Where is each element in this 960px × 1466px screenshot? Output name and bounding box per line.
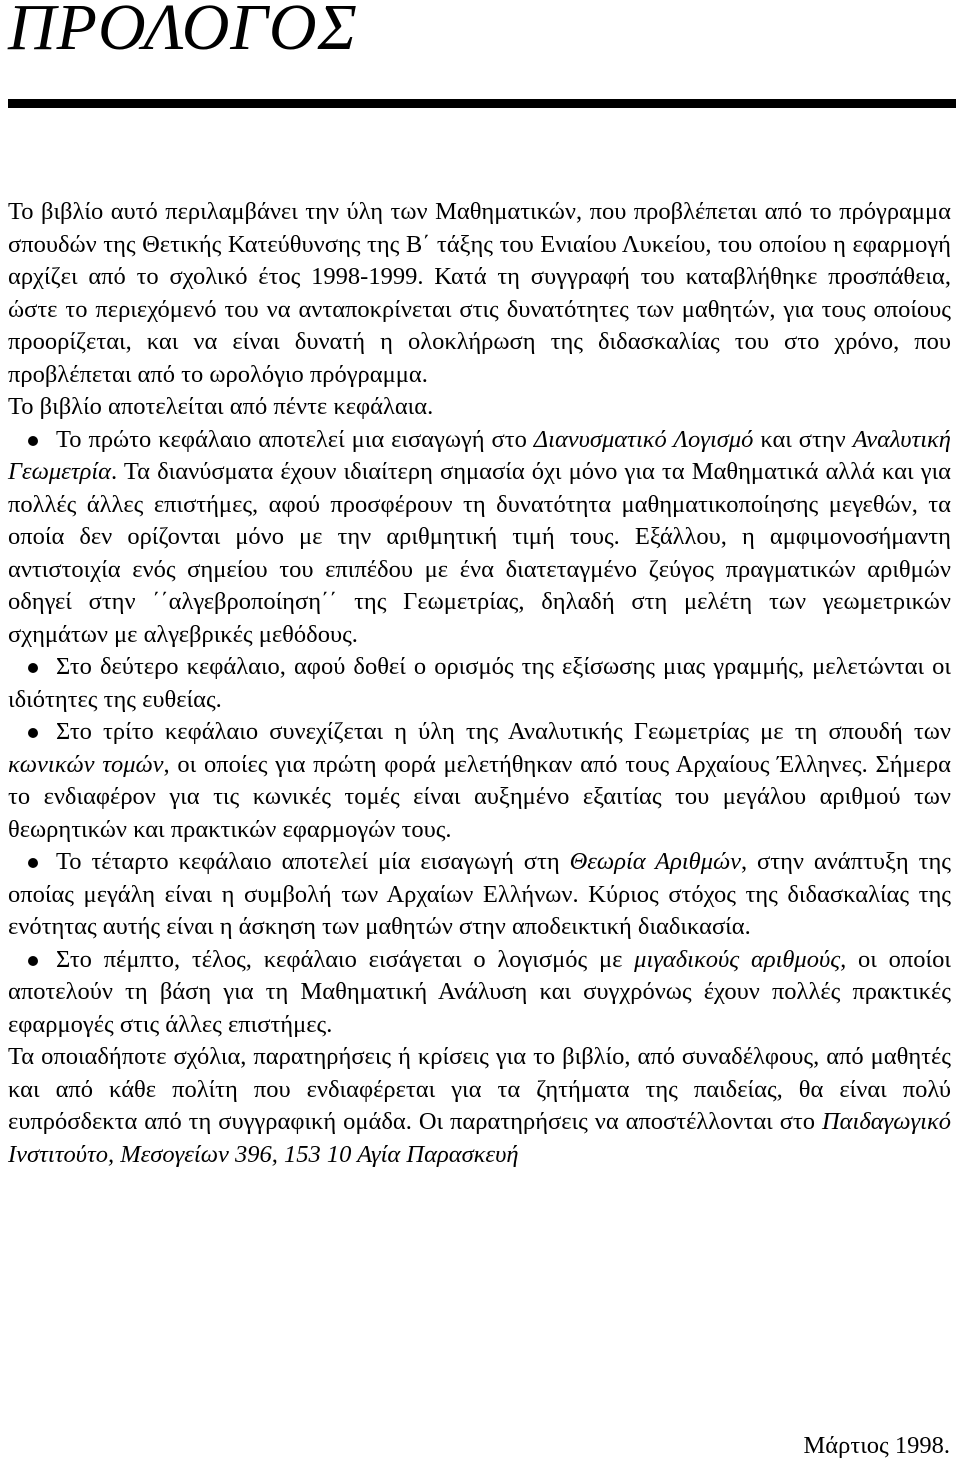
chapter-3-text-a: Στο τρίτο κεφάλαιο συνεχίζεται η ύλη της Αναλυτικής Γεωμετρίας με τη σπουδή των xyxy=(56,718,951,745)
chapter-3-term-conic-sections: κωνικών τομών xyxy=(8,750,164,778)
chapter-3-text-c: , οι οποίες για πρώτη φορά μελετήθηκαν από τους Αρχαίους Έλληνες. Σήμερα το ενδιαφέρον για τις κωνικές τομές είναι αυξημένο εξαιτίας του μεγάλου αριθμού των θεωρητικών και πρακτικών εφαρμογών τους. xyxy=(8,750,951,843)
chapter-1-text-c: και στην xyxy=(753,425,853,453)
chapter-1-text-e: . Τα διανύσματα έχουν ιδιαίτερη σημασία όχι μόνο για τα Μαθηματικά αλλά και για πολλές άλλες επιστήμες, αφού προσφέρουν τη δυνατότητα μαθηματικοποίησης μεγεθών, τα οποία δεν ορίζονται μόνο με την αριθμητική τιμή τους. Εξάλλου, η αμφιμονοσήμαντη αντιστοιχία ενός σημείου του επιπέδου με ένα διατεταγμένο ζεύγος πραγματικών αριθμών οδηγεί στην ΄΄αλγεβροποίηση΄΄ της Γεωμετρίας, δηλαδή στη μελέτη των γεωμετρικών σχημάτων με αλγεβρικές μεθόδους. xyxy=(8,458,951,648)
chapter-4-text-c: , στην ανάπτυξη της οποίας μεγάλη είναι η συμβολή των Αρχαίων Ελλήνων. Κύριος στόχος της διδασκαλίας της ενότητας αυτής είναι η άσκηση των μαθητών στην αποδεικτική διαδικασία. xyxy=(8,848,951,940)
chapter-5-text-c: οι οποίοι αποτελούν τη βάση για τη Μαθηματική Ανάλυση και συγχρόνως έχουν πολλές πρακτικές εφαρμογές στις άλλες επιστήμες. xyxy=(8,945,951,1038)
chapter-3-item xyxy=(8,716,951,846)
preface-body xyxy=(8,196,951,1171)
chapter-4-text-a: Το τέταρτο κεφάλαιο αποτελεί μία εισαγωγή στη xyxy=(56,848,570,875)
chapter-4-term-number-theory: Θεωρία Αριθμών xyxy=(569,848,741,875)
chapter-4-item xyxy=(8,846,951,944)
chapter-1-item xyxy=(8,424,951,652)
date-signature: Μάρτιος 1998. xyxy=(803,1432,950,1459)
chapter-5-text-a: Στο πέμπτο, τέλος, κεφάλαιο εισάγεται ο λογισμός με xyxy=(56,945,635,973)
chapters-intro: Το βιβλίο αποτελείται από πέντε κεφάλαια. xyxy=(8,393,434,420)
intro-paragraph: Το βιβλίο αυτό περιλαμβάνει την ύλη των Μαθηματικών, που προβλέπεται από το πρόγραμμα σπουδών της Θετικής Κατεύθυνσης της Β΄ τάξης του Ενιαίου Λυκείου, του οποίου η εφαρμογή αρχίζει από το σχολικό έτος 1998-1999. Κατά τη συγγραφή του καταβλήθηκε προσπάθεια, ώστε το περιεχόμενό του να ανταποκρίνεται στις δυνατότητες των μαθητών, για τους οποίους προορίζεται, και να είναι δυνατή η ολοκλήρωση της διδασκαλίας του στο χρόνο, που προβλέπεται από το ωρολόγιο πρόγραμμα. xyxy=(8,198,951,388)
closing-text: Τα οποιαδήποτε σχόλια, παρατηρήσεις ή κρίσεις για το βιβλίο, από συναδέλφους, από μαθητές και από κάθε πολίτη που ενδιαφέρεται για τα ζητήματα της παιδείας, θα είναι πολύ ευπρόσδεκτα από τη συγγραφική ομάδα. Οι παρατηρήσεις να αποστέλλονται στο xyxy=(8,1043,951,1135)
closing-address: Παιδαγωγικό Ινστιτούτο, Μεσογείων 396, 153 10 Αγία Παρασκευή xyxy=(8,1108,951,1168)
chapter-1-term-vector-calculus: Διανυσματικό Λογισμό xyxy=(533,425,754,453)
chapter-1-term-analytic-geometry: Αναλυτική Γεωμετρία xyxy=(8,425,951,485)
chapter-5-term-complex-numbers: μιγαδικούς αριθμούς, xyxy=(634,945,847,973)
page-title: ΠΡΟΛΟΓΟΣ xyxy=(8,0,358,64)
closing-paragraph xyxy=(8,1041,951,1171)
chapter-5-item xyxy=(8,944,951,1042)
chapter-1-text-a: Το πρώτο κεφάλαιο αποτελεί μια εισαγωγή στο xyxy=(56,425,534,453)
title-rule xyxy=(8,99,956,108)
chapter-2-item: Στο δεύτερο κεφάλαιο, αφού δοθεί ο ορισμός της εξίσωσης μιας γραμμής, μελετώνται οι ιδιότητες της ευθείας. xyxy=(8,651,951,716)
